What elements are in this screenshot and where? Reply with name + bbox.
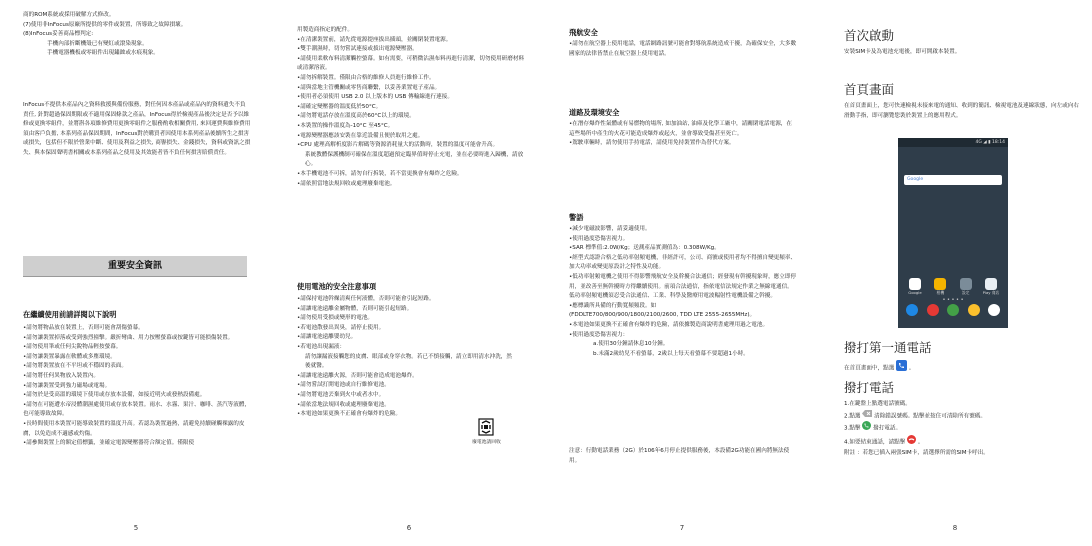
google-icon <box>909 278 921 290</box>
dock-browser-icon <box>968 304 980 316</box>
phone-dock <box>906 304 1000 316</box>
page-number: 8 <box>952 524 958 532</box>
road-item: •駕駛車輛時，請勿使用手持電話，請使用免持裝置作為替代方案。 <box>569 140 735 147</box>
safety-item: •請勿讓裝置受到強力磁場或電場。 <box>23 382 111 389</box>
phone-status-bar: 4G ◢ ▮ 18:14 <box>898 138 1008 147</box>
home-screen-text: 在首頁畫面上，您可快速檢視未接來電的通知、收到的簡訊、檢視電池及連線狀態，向左或向右滑動手指，即可瀏覽您裝於裝置上的應用程式。 <box>844 103 1079 119</box>
precaution-item: •本手機電池不可拆，請勿自行拆裝，若不當更換會有爆炸之危險。 <box>297 170 463 177</box>
call-step: 4.如要結束通話，請點擊 。 <box>844 435 1080 449</box>
road-heading: 道路及環境安全 <box>569 108 620 117</box>
battery-heading: 使用電池的安全注意事項 <box>297 282 377 291</box>
home-screen-section <box>844 81 1080 121</box>
dock-messages-icon <box>947 304 959 316</box>
app-google: Google <box>906 278 924 295</box>
backspace-icon <box>862 410 872 422</box>
precaution-item: •請確定變壓器的溫度低於50°C。 <box>297 103 382 110</box>
battery-item: •請讓電池遠離火源，否則可能會造成電池爆炸。 <box>297 372 418 379</box>
warning-item: •本電池如果更換不正確會有爆炸的危險，請依據製造商說明書處理用過之電池。 <box>569 321 769 328</box>
precaution-item: •請勿拆解裝置。僅限由合格的維修人員進行維修工作。 <box>297 74 435 81</box>
battery-section <box>297 282 525 420</box>
home-screen-image <box>898 138 1008 328</box>
dock-chrome-icon <box>988 304 1000 316</box>
precaution-item: •雙手潮濕時，切勿嘗試連接或拔出電源變壓器。 <box>297 46 418 53</box>
precaution-item: •請與當地主管機關或零售商聯繫，以妥善業置電子產品。 <box>297 84 441 91</box>
phone-app-row <box>906 278 1000 295</box>
note-section <box>569 447 797 466</box>
dock-contacts-icon <box>927 304 939 316</box>
page-number: 5 <box>133 524 139 532</box>
app-settings: 設定 <box>957 278 975 295</box>
warranty-subline: 手機電器機板或零組件出現鏽蝕或水痕現象。 <box>47 50 159 57</box>
road-section <box>569 108 797 149</box>
leak-note: 請勿讓漏液接觸您的皮膚、眼部或身穿衣物。若已不慎接觸，請立即用清水沖洗，然後就醫。 <box>305 353 512 370</box>
battery-item: •本電池如果更換不正確會有爆炸的危險。 <box>297 411 401 418</box>
warning-heading: 警語 <box>569 213 584 222</box>
battery-item: •請依當地法規回收或處理廢棄電池。 <box>297 401 390 408</box>
first-start-section <box>844 27 1080 58</box>
warranty-line: (8)InFocus妥善商品標判定: <box>23 31 94 38</box>
page-7 <box>546 0 819 546</box>
warning-item: •低功率射頻電機之使用不得影響飛航安全及幹擾合法通信；經發現有幹擾現象時，應立即停用，並改善至無幹擾時方得繼續使用。前項合法通信，指依電信法規定作業之無線電通信。低功率射頻電機須忍受合法通信、工業、科學及醫療用電波輻射性電機設備之幹擾。 <box>569 273 797 300</box>
battery-item: •請讓電池遠離金屬物體，否則可能引起短路。 <box>297 305 413 312</box>
battery-item: •請讓電池遠離嬰幼兒。 <box>297 334 357 341</box>
first-call-heading: 撥打第一通電話 <box>844 340 932 355</box>
first-start-text: 安裝SIM卡及為電池充電後，即可開啟本裝置。 <box>844 49 961 55</box>
safety-item: •請勿將任何異物放入裝置內。 <box>23 372 100 379</box>
page-number: 7 <box>679 524 685 532</box>
precaution-item: •請使用柔軟布料清潔觸控螢幕。如有需要，可稍微沾濕布料再進行清潔，切勿使用研磨材料或清潔溶液。 <box>297 55 525 72</box>
safety-item: •請勿讓裝置暴露在軟體或多塵環境。 <box>23 353 116 360</box>
camera-icon <box>934 278 946 290</box>
safety-item: •請勿將裝置放在不平坦或不穩固的表面。 <box>23 363 127 370</box>
warning-item: •減少電磁波影響，請妥適使用。 <box>569 226 651 232</box>
battery-item: •若電池出現漏液： <box>297 343 346 350</box>
precaution-item: •請勿將電話存放在溫度高於60°C以上的環境。 <box>297 113 415 120</box>
warning-item: •使用過度恐傷害視力。 <box>569 235 629 242</box>
settings-icon <box>960 278 972 290</box>
flight-heading: 飛航安全 <box>569 28 598 37</box>
app-play-store: Play 商店 <box>982 278 1000 295</box>
dock-phone-icon <box>906 304 918 316</box>
warranty-subline: 手機內部折斷機殼已有變紅或滾染現象。 <box>47 40 148 47</box>
page-5 <box>0 0 273 546</box>
phone-search-bar: Google <box>904 175 1002 185</box>
road-item: •在潛存爆炸性氣體或有易燃物的場所, 如加油站, 油庫及化學工廠中，請關閉電話電源，在這些場所中產生的火花可能造成爆炸或起火，並會導致受傷甚至死亡。 <box>569 121 792 137</box>
safety-item: •長時間使用本裝置可能導致裝置的溫度升高。若認為裝置過熱，請避免持續碰觸裸露的皮膚，以免造成不適感或灼傷。 <box>23 420 245 437</box>
precaution-item: •請依照當地法規回收或處理廢棄電池。 <box>297 180 396 187</box>
precaution-item: 用製造商指定的配件。 <box>297 27 353 33</box>
flight-text: •請勿在航空器上使用電話，電話網路訊號可能會對導航系統造成干擾，為確保安全，大多數國家的法律皆禁止在航空器上使用電話。 <box>569 41 797 57</box>
first-call-section <box>844 339 1080 376</box>
precaution-item: •本裝置的操作溫度為-10°C 至45°C。 <box>297 122 394 129</box>
battery-item: •請勿將電池丟棄到火中或者水中。 <box>297 391 385 398</box>
flight-section <box>569 28 797 59</box>
warranty-line: (7)使用非InFocus原廠所提供的零件或裝置，所導致之故障損壞。 <box>23 21 187 28</box>
home-screen-heading: 首頁畫面 <box>844 82 895 97</box>
safety-section <box>23 310 251 449</box>
page-6 <box>273 0 546 546</box>
addendum-note: 附註 ：若您已插入兩張SIM卡，請選擇所需的SIM卡呼出。 <box>844 449 989 456</box>
call-heading: 撥打電話 <box>844 380 895 395</box>
call-section <box>844 379 1080 458</box>
section-banner: 重要安全資訊 <box>23 256 247 277</box>
battery-item: •若電池散發出異臭，請停止使用。 <box>297 324 385 331</box>
warranty-conditions <box>23 11 253 59</box>
safety-item: •請參閱裝置上的額定值標籤，並確定電源變壓器符合額定值。僅限使 <box>23 440 195 447</box>
safety-item: •請勿將物品放在裝置上，否則可能會刮傷螢幕。 <box>23 325 144 331</box>
warning-item: •使用過度恐傷害視力： <box>569 331 629 338</box>
page-number: 6 <box>406 524 412 532</box>
precaution-item: •使用者必須使用 USB 2.0 以上版本的 USB 傳輸線進行連接。 <box>297 94 453 101</box>
2g-note: 注意：行動電話業務（2G）於106年6月停止提供服務後，本設備2G功能在國內將無法使用。 <box>569 448 790 464</box>
warning-subitem: a.使用30分鐘請休息10分鐘。 <box>593 341 669 348</box>
call-step: 1.在鍵盤上點選電話號碼。 <box>844 401 911 407</box>
safety-item: •請勿讓裝置掉落或受到強烈撞擊。嚴折彎曲、用力按壓螢幕或按鍵皆可能損傷裝置。 <box>23 334 234 341</box>
warning-item: •經型式認證合格之低功率射頻電機，非經許可，公司、商號或使用者均不得擅自變更頻率、加大功率或變更原設計之特性及功能。 <box>569 254 797 271</box>
precaution-item: •CPU 處理高解析度影片解碼等資源消耗量大的活動時，裝置的溫度可能會升高。 <box>297 142 499 149</box>
battery-item: •請保持電池幹燥清爽任何液體，否則可能會引起短路。 <box>297 296 435 302</box>
safety-item: •請勿在可能遭水帝浸體潮濕處使用或存放本裝置。雨水、水霧、果汁、咖啡、蒸汽等液體，也可能導致故障。 <box>23 401 251 418</box>
phone-app-icon <box>896 360 907 376</box>
precaution-item: •在清潔裝置前，請先從電源提座拔出插頭，並關閉裝置電源。 <box>297 36 452 43</box>
safety-item: •請勿於是受高溫的環境下使用或存放本設備，如接近明火或發熱設備處。 <box>23 392 206 399</box>
first-call-text: 在首頁畫面中，點選 。 <box>844 360 1080 376</box>
precaution-item: •電源變壓器應該安裝在靠近設備且便於取用之處。 <box>297 132 424 139</box>
warning-item: •SAR 標準值:2.0W/Kg；送測產品實測值為：0.308W/Kg。 <box>569 245 720 252</box>
call-step: 2.點選 清除錯誤號碼。點擊並按住可清除所有號碼。 <box>844 410 1080 422</box>
warning-section <box>569 213 797 359</box>
call-icon <box>862 421 871 435</box>
call-step: 3.點擊 撥打電話。 <box>844 421 1080 435</box>
app-camera: 相機 <box>931 278 949 295</box>
battery-item: •請勿使用受損或變形的電池。 <box>297 315 374 322</box>
safety-heading: 在繼續使用前請詳閱以下說明 <box>23 310 117 319</box>
safety-item: •請勿使用筆或任何尖銳物品輕按螢幕。 <box>23 344 122 351</box>
battery-item: •請勿嘗試打開電池或自行維修電池。 <box>297 382 390 389</box>
warranty-paragraph: InFocus不提供本產品內之資料救援與備份服務，對任何因本產品或產品內的資料遺失不負責任, 針對超過保固期限或不適用保固條款之產品，InFocus得於檢視產品後決定是否予以維修或更換零組件，並將斟各項維修費用更換零組件之服務酌收相關費用, 來回運費與維修費用須由客戶負擔, 本系列產品保固期間，InFocus對於購買者因使用本系列產品後續所生之損害或損失，包括但不限於營業中斷、使用及利益之損失, 商譽損失、金錢損失，資料或資訊之損失、與本保固聲明書相關或本系列產品之使用及其效能者皆不負任何損害賠償責任。 <box>23 102 251 156</box>
play-store-icon <box>985 278 997 290</box>
recycle-caption: 廢電池請回收 <box>472 440 501 445</box>
usage-precautions <box>297 26 525 189</box>
warning-item: (FDDLTE700/800/900/1800/2100/2600, TDD LTE 2555-2655MHz)。 <box>569 312 756 319</box>
warranty-line: 商的ROM系統或採用破解方式修改。 <box>23 12 115 18</box>
end-call-icon <box>907 435 916 449</box>
page-dots-icon: • • • • • <box>942 297 964 303</box>
first-start-heading: 首次啟動 <box>844 28 895 43</box>
recycle-icon <box>476 418 496 440</box>
warning-subitem: b.未滿2歲幼兒不看螢幕，2歲以上每天看螢幕不要超過1小時。 <box>593 350 749 357</box>
warning-item: •應標識所具備的行動寬頻頻段。如 <box>569 302 657 309</box>
thermal-note: 系統教體保護機制可確保在溫度超過預定臨界值時停止充電，並在必要時進入歸機，請放心。 <box>305 151 524 168</box>
